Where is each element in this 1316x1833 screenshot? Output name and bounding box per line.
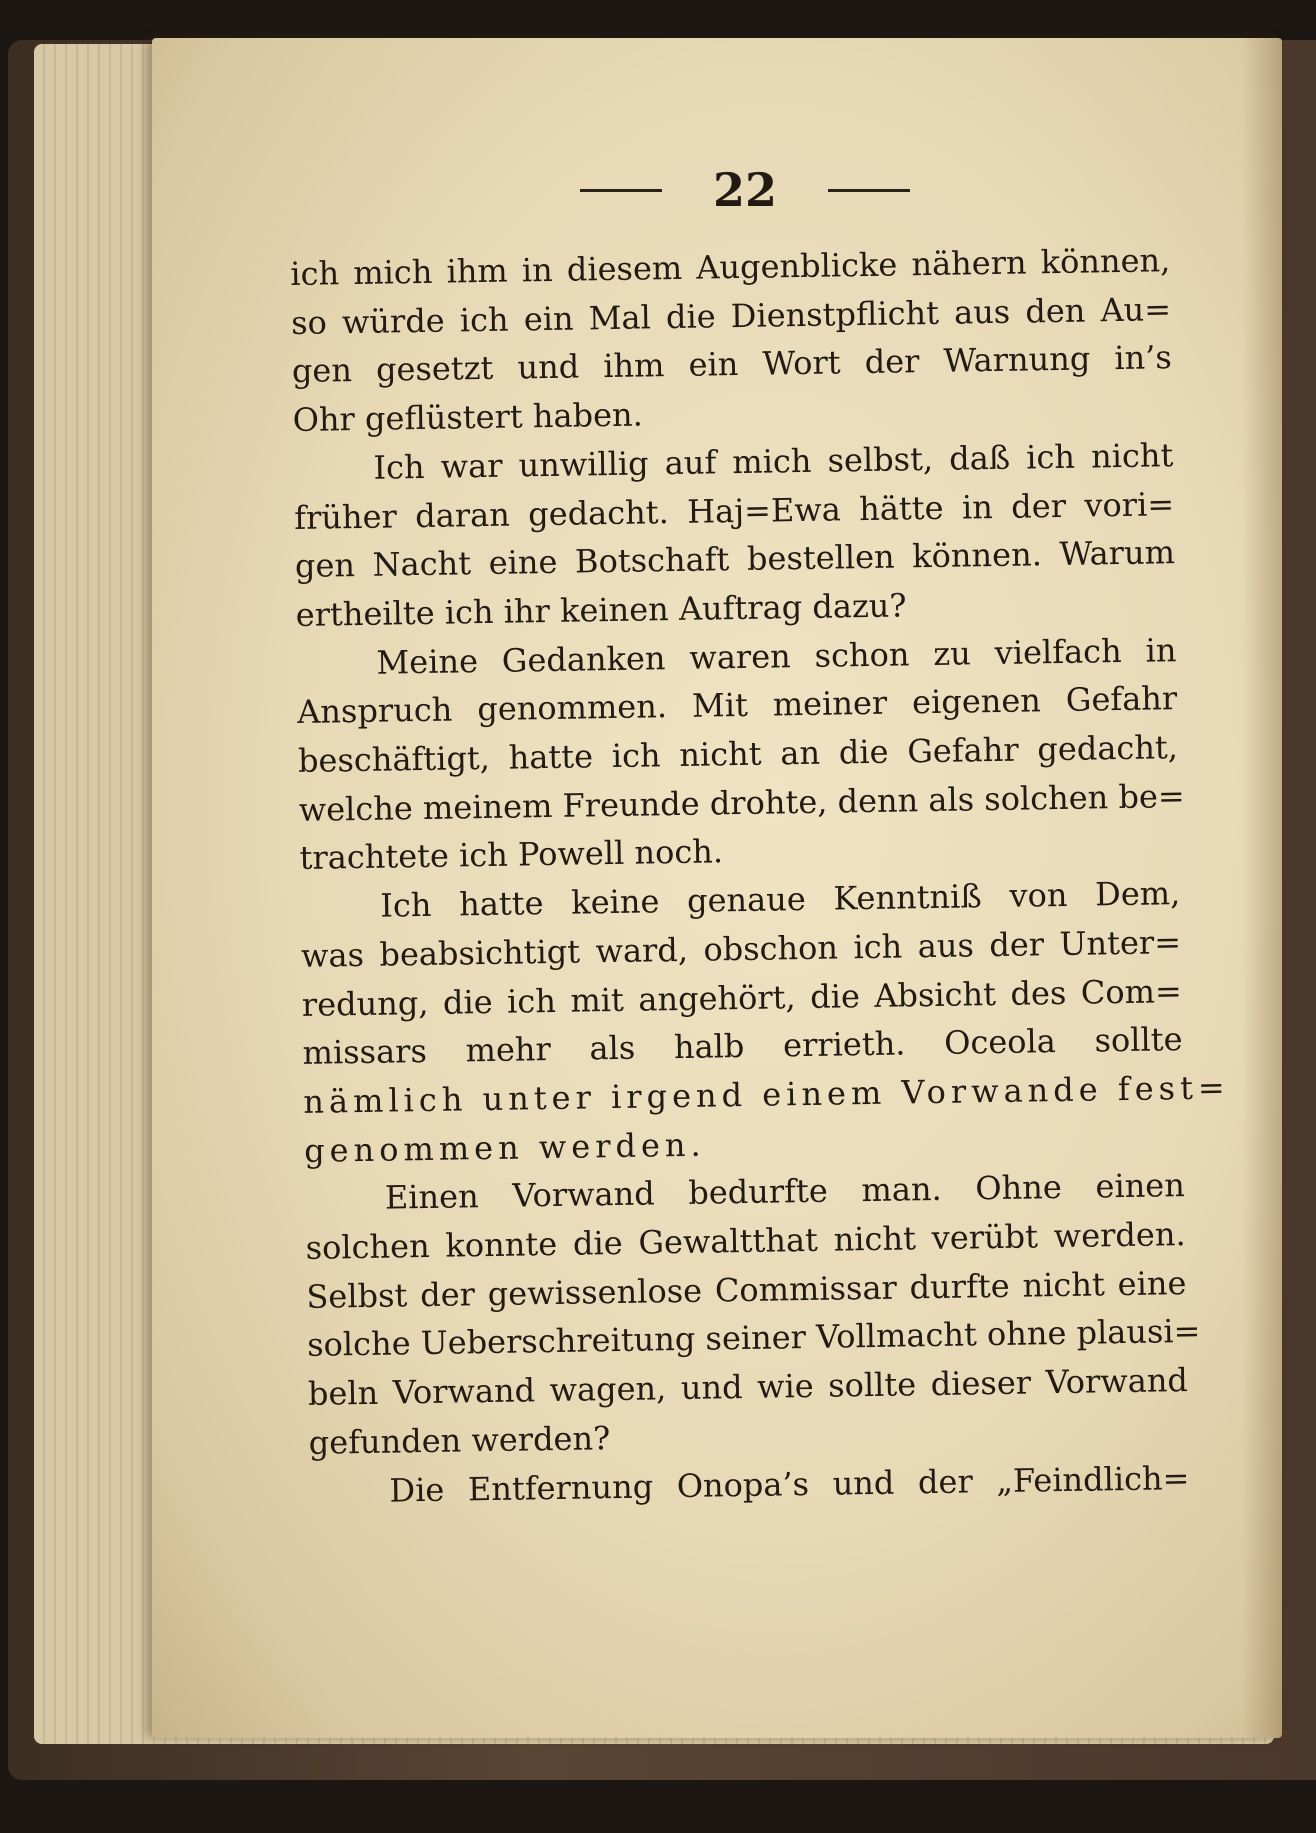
text-line: Ich hatte keine genaue Kenntniß von Dem, — [380, 874, 1181, 925]
text-line: gen Nacht eine Botschaft bestellen können. Warum — [294, 533, 1176, 586]
text-line: beln Vorwand wagen, und wie sollte dieser Vorwand — [307, 1361, 1189, 1414]
text-line: gefunden werden? — [308, 1418, 611, 1462]
header-rule-left — [580, 189, 662, 192]
text-line: redung, die ich mit angehört, die Absicht des Com= — [301, 971, 1183, 1024]
text-line: ich mich ihm in diesem Augenblicke nähern können, — [290, 241, 1171, 293]
text-line: was beabsichtigt ward, obschon ich aus der Unter= — [300, 922, 1182, 975]
text-line: trachtete ich Powell noch. — [299, 832, 724, 878]
text-line: gen gesetzt und ihm ein Wort der Warnung in’s — [291, 338, 1173, 391]
text-line: solchen konnte die Gewaltthat nicht verübt werden. — [305, 1215, 1186, 1267]
text-line: früher daran gedacht. Haj=Ewa hätte in der vori= — [293, 484, 1175, 537]
text-line: missars mehr als halb errieth. Oceola sollte — [302, 1020, 1183, 1073]
text-line: Selbst der gewissenlose Commissar durfte nicht eine — [306, 1263, 1187, 1316]
text-line: welche meinem Freunde drohte, denn als solchen be= — [298, 776, 1185, 829]
text-line: genommen werden. — [303, 1125, 706, 1170]
text-line: Die Entfernung Onopa’s und der „Feindlich= — [389, 1458, 1190, 1510]
text-line: Ohr geflüstert haben. — [292, 395, 644, 440]
text-line: solche Ueberschreitung seiner Vollmacht ohne plausi= — [306, 1312, 1201, 1365]
text-line: so würde ich ein Mal die Dienstpflicht aus den Au= — [290, 289, 1172, 342]
text-line: beschäftigt, hatte ich nicht an die Gefahr gedacht, — [297, 728, 1179, 780]
page-header — [580, 160, 910, 220]
text-line: Anspruch genommen. Mit meiner eigenen Gefahr — [296, 679, 1178, 732]
body-text — [290, 236, 1230, 1516]
header-rule-right — [828, 189, 910, 192]
text-line: Ich war unwillig auf mich selbst, daß ich nicht — [373, 435, 1174, 487]
page-number: 22 — [712, 163, 777, 217]
text-line: nämlich unter irgend einem Vorwande fest= — [303, 1068, 1230, 1121]
text-line: Einen Vorwand bedurfte man. Ohne einen — [384, 1166, 1186, 1217]
text-line: ertheilte ich ihr keinen Auftrag dazu? — [295, 586, 907, 634]
page-gutter-shadow — [1242, 38, 1282, 1738]
text-line: Meine Gedanken waren schon zu vielfach in — [376, 630, 1177, 682]
